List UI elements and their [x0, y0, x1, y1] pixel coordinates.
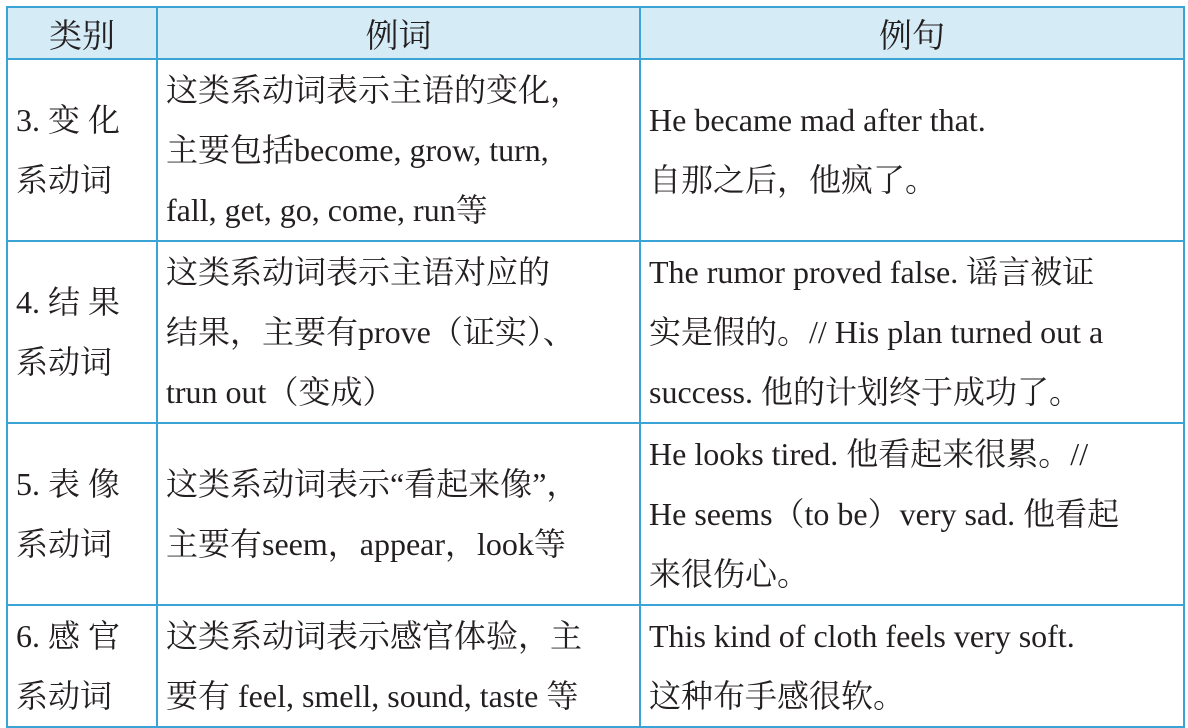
sentence-line: The rumor proved false. 谣言被证 [649, 254, 1095, 290]
examples-line: 这类系动词表示主语的变化， [166, 72, 583, 108]
category-line: 系动词 [16, 162, 113, 198]
examples-line: 这类系动词表示感官体验，主 [166, 618, 583, 654]
header-examples: 例词 [157, 7, 640, 59]
category-cell [7, 423, 157, 605]
category-cell [7, 605, 157, 727]
examples-line: 这类系动词表示“看起来像”， [166, 466, 579, 502]
sentence-line: 来很伤心。 [649, 556, 810, 592]
category-line: 系动词 [16, 526, 113, 562]
header-sentences: 例句 [640, 7, 1184, 59]
sentence-line: He seems（to be）very sad. 他看起 [649, 496, 1120, 532]
examples-line: 主要包括become, grow, turn, [166, 132, 549, 168]
sentence-line: He became mad after that. [649, 102, 986, 138]
header-category: 类别 [7, 7, 157, 59]
sentence-line: 这种布手感很软。 [649, 677, 906, 715]
category-line: 3. 变 化 [16, 102, 121, 138]
sentences-cell [640, 241, 1184, 423]
sentence-line: success. 他的计划终于成功了。 [649, 374, 1081, 410]
sentence-line: 实是假的。// His plan turned out a [649, 314, 1104, 350]
examples-cell [157, 59, 640, 241]
sentences-cell [640, 423, 1184, 605]
examples-line: 这类系动词表示主语对应的 [166, 254, 551, 290]
header-row [7, 7, 1184, 59]
sentences-cell [640, 605, 1184, 727]
examples-line: trun out（变成） [166, 374, 395, 410]
linking-verb-table [6, 6, 1185, 728]
examples-line: 结果，主要有prove（证实）、 [166, 314, 575, 350]
examples-cell [157, 423, 640, 605]
category-cell [7, 241, 157, 423]
table-row [7, 605, 1184, 727]
sentences-cell [640, 59, 1184, 241]
table-row [7, 423, 1184, 605]
category-line: 4. 结 果 [16, 284, 121, 320]
category-line: 5. 表 像 [16, 466, 121, 502]
examples-line: 要有 feel, smell, sound, taste 等 [166, 678, 579, 714]
category-cell [7, 59, 157, 241]
examples-line: fall, get, go, come, run等 [166, 192, 488, 228]
examples-line: 主要有seem，appear，look等 [166, 526, 566, 562]
sentence-line: This kind of cloth feels very soft. [649, 618, 1075, 654]
table-row [7, 241, 1184, 423]
category-line: 6. 感 官 [16, 618, 121, 654]
examples-cell [157, 241, 640, 423]
sentence-line: 自那之后，他疯了。 [649, 161, 938, 199]
table-row [7, 59, 1184, 241]
category-line: 系动词 [16, 678, 113, 714]
examples-cell [157, 605, 640, 727]
sentence-line: He looks tired. 他看起来很累。// [649, 436, 1089, 472]
category-line: 系动词 [16, 344, 113, 380]
